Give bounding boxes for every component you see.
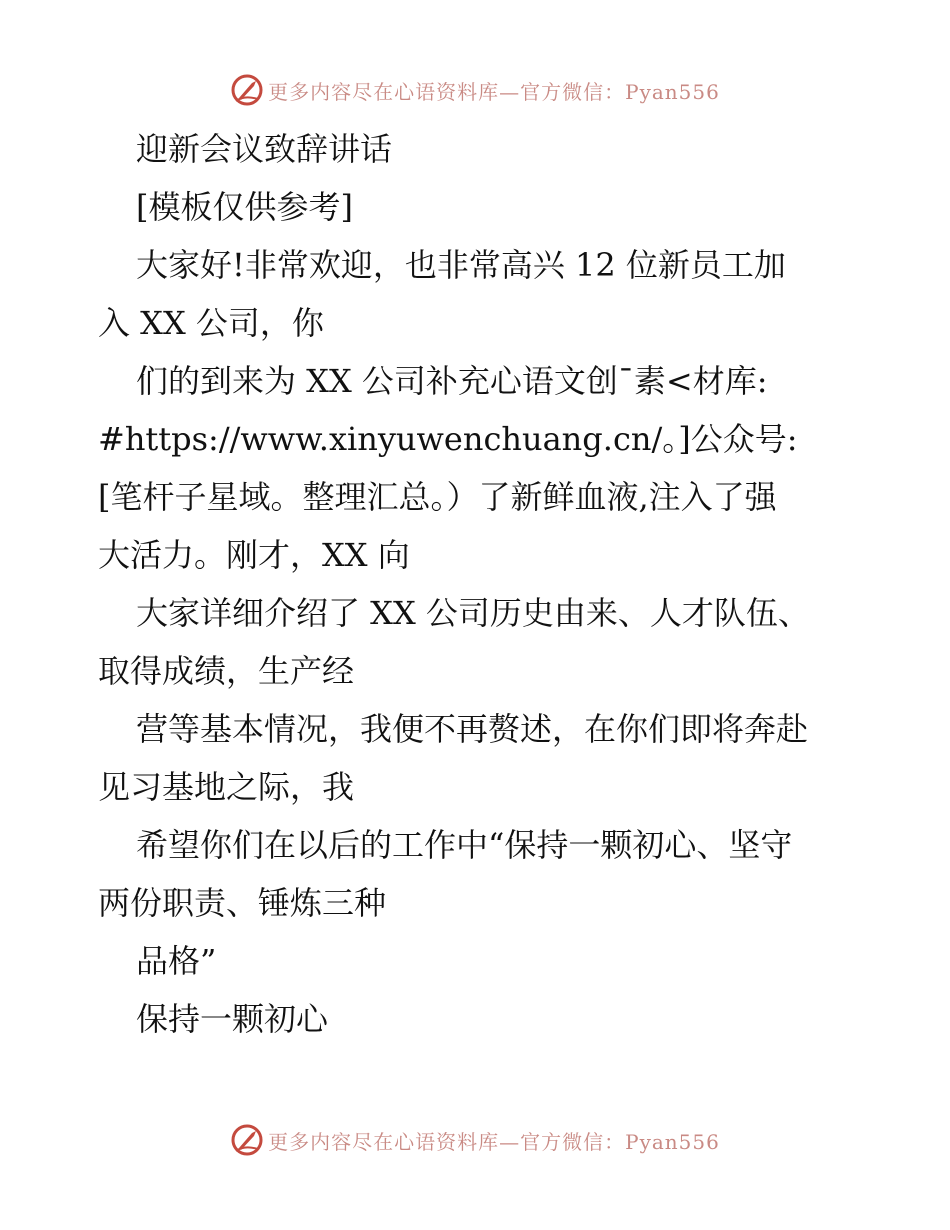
template-note: [模板仅供参考] xyxy=(136,188,353,226)
paragraph-line: 希望你们在以后的工作中“保持一颗初心、坚守 xyxy=(136,826,793,864)
paragraph-line: 大活力。刚才，XX 向 xyxy=(98,536,410,574)
paragraph-line: 营等基本情况，我便不再赘述，在你们即将奔赴 xyxy=(136,710,809,748)
paragraph-line: 大家好!非常欢迎，也非常高兴 12 位新员工加 xyxy=(136,246,786,284)
document-title: 迎新会议致辞讲话 xyxy=(136,130,393,168)
paragraph-line: 大家详细介绍了 XX 公司历史由来、人才队伍、 xyxy=(136,594,810,632)
paragraph-line: #https://www.xinyuwenchuang.cn/。]公众号: xyxy=(98,420,798,458)
paragraph-line: 两份职责、锤炼三种 xyxy=(98,884,387,922)
footer-banner-text: 更多内容尽在心语资料库—官方微信：Pyan556 xyxy=(268,1129,720,1154)
quill-pen-logo-icon xyxy=(230,1123,264,1157)
document-body xyxy=(98,120,858,1048)
paragraph-line: 品格” xyxy=(136,942,217,980)
section-heading: 保持一颗初心 xyxy=(136,1000,329,1038)
header-banner-text: 更多内容尽在心语资料库—官方微信：Pyan556 xyxy=(268,79,720,104)
paragraph-line: 见习基地之际，我 xyxy=(98,768,355,806)
paragraph-line: 取得成绩，生产经 xyxy=(98,652,355,690)
paragraph-line: 入 XX 公司，你 xyxy=(98,304,324,342)
paragraph-line: 们的到来为 XX 公司补充心语文创¯素<材库: xyxy=(136,362,768,400)
paragraph-line: [笔杆子星域。整理汇总。）了新鲜血液,注入了强 xyxy=(98,478,777,516)
header-banner xyxy=(0,70,950,110)
footer-banner xyxy=(0,1120,950,1160)
quill-pen-logo-icon xyxy=(230,73,264,107)
